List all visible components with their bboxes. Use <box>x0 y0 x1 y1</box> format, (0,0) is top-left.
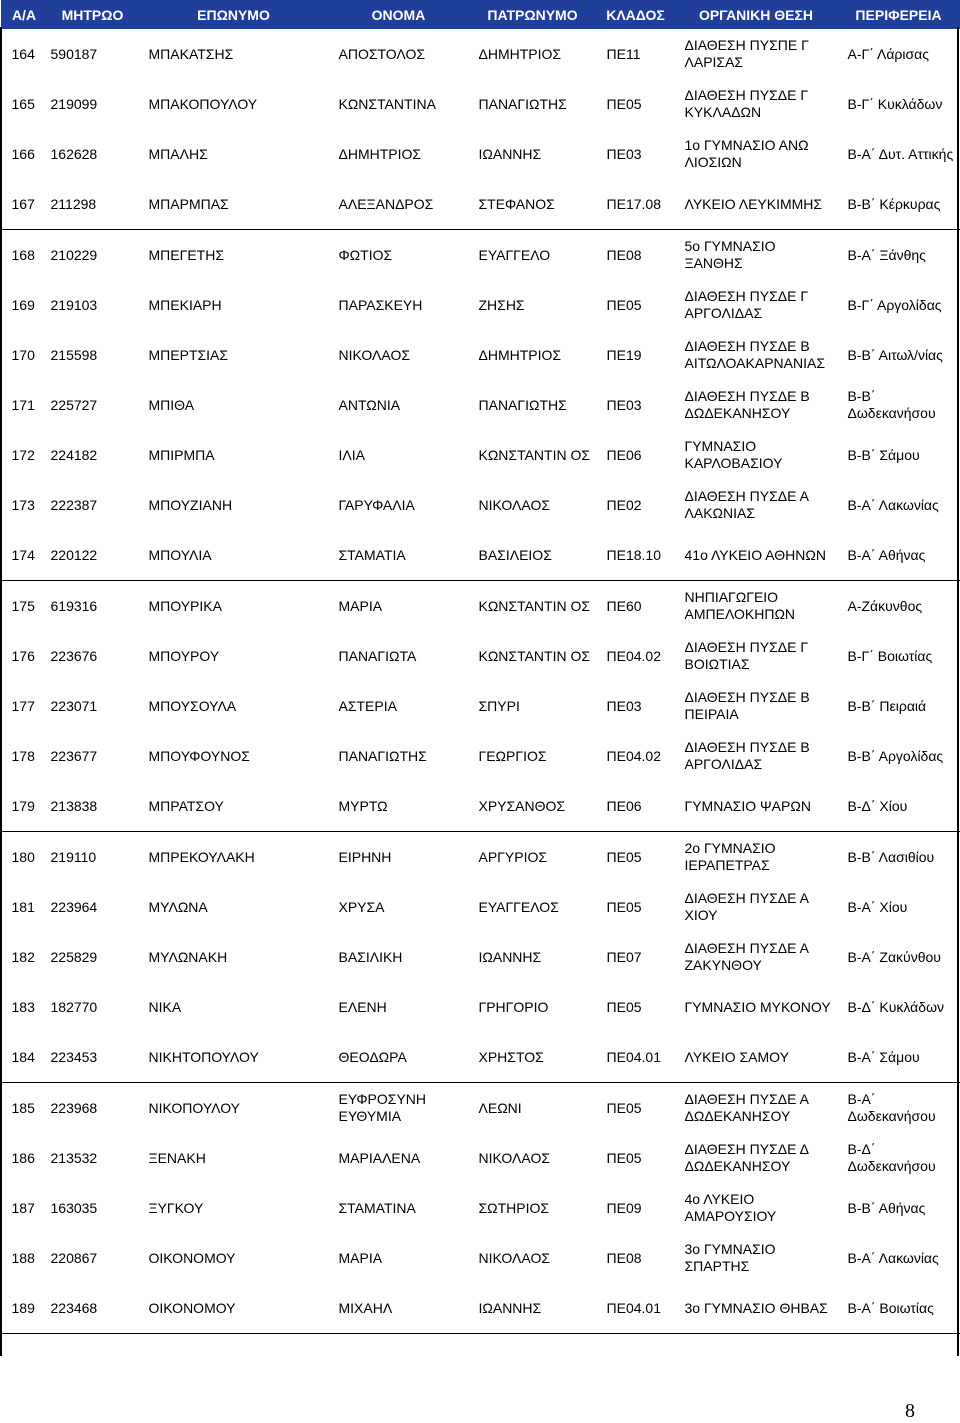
cell-name: ΜΑΡΙΑΛΕΝΑ <box>338 1149 421 1166</box>
cell-registry: 215598 <box>50 346 98 363</box>
cell-father-name: ΕΥΑΓΓΕΛΟ <box>478 246 551 263</box>
cell-name: ΚΩΝΣΤΑΝΤΙΝΑ <box>338 95 436 112</box>
table-row <box>2 1183 960 1233</box>
cell-name: ΔΗΜΗΤΡΙΟΣ <box>338 145 422 162</box>
cell-registry: 225829 <box>50 948 98 965</box>
cell-registry: 220122 <box>47 530 139 581</box>
cell-region: Β-Β΄ Δωδεκανήσου <box>847 388 936 421</box>
cell-specialty: ΠΕ04.02 <box>606 647 661 664</box>
cell-surname: ΞΕΝΑΚΗ <box>148 1149 206 1166</box>
cell-organic-position: ΓΥΜΝΑΣΙΟ ΚΑΡΛΟΒΑΣΙΟΥ <box>684 438 783 471</box>
cell-region: Β-Γ΄ Βοιωτίας <box>847 647 933 664</box>
cell-name: ΜΑΡΙΑ <box>338 597 383 614</box>
cell-region: Β-Δ΄ Κυκλάδων <box>847 998 945 1015</box>
assignments-table <box>1 0 960 1334</box>
cell-father-name: ΙΩΑΝΝΗΣ <box>469 1283 597 1334</box>
cell-name: ΧΡΥΣΑ <box>338 898 385 915</box>
cell-father-name: ΙΩΑΝΝΗΣ <box>478 948 542 965</box>
cell-organic-position: ΔΙΑΘΕΣΗ ΠΥΣΔΕ Β ΑΡΓΟΛΙΔΑΣ <box>684 739 810 772</box>
cell-organic-position: 5ο ΓΥΜΝΑΣΙΟ ΞΑΝΘΗΣ <box>684 238 776 271</box>
cell-aa: 176 <box>11 647 35 664</box>
cell-father-name: ΠΑΝΑΓΙΩΤΗΣ <box>478 95 567 112</box>
cell-region: Β-Α΄ Ζακύνθου <box>847 948 941 965</box>
cell-name: ΠΑΝΑΓΙΩΤΑ <box>338 647 417 664</box>
cell-father-name: ΓΡΗΓΟΡΙΟ <box>478 998 549 1015</box>
cell-specialty: ΠΕ04.01 <box>597 1032 675 1083</box>
cell-registry: 211298 <box>47 179 139 230</box>
cell-name: ΑΛΕΞΑΝΔΡΟΣ <box>329 179 469 230</box>
cell-aa: 164 <box>11 45 35 62</box>
cell-specialty: ΠΕ06 <box>597 781 675 832</box>
cell-name: ΝΙΚΟΛΑΟΣ <box>338 346 410 363</box>
cell-surname: ΜΠΡΕΚΟΥΛΑΚΗ <box>148 848 255 865</box>
cell-region: Β-Β΄ Κέρκυρας <box>838 179 960 230</box>
cell-surname: ΜΠΑΚΟΠΟΥΛΟΥ <box>148 95 258 112</box>
cell-aa: 180 <box>11 848 35 865</box>
cell-name: ΑΣΤΕΡΙΑ <box>338 697 397 714</box>
table-row <box>2 380 960 430</box>
cell-surname: ΜΠΙΘΑ <box>148 396 195 413</box>
cell-aa: 166 <box>11 145 35 162</box>
cell-name: ΘΕΟΔΩΡΑ <box>329 1032 469 1083</box>
cell-name: ΙΛΙΑ <box>338 446 365 463</box>
cell-specialty: ΠΕ05 <box>606 898 642 915</box>
cell-name: ΣΤΑΜΑΤΙΑ <box>329 530 469 581</box>
cell-specialty: ΠΕ17.08 <box>597 179 675 230</box>
cell-organic-position: ΔΙΑΘΕΣΗ ΠΥΣΔΕ Β ΠΕΙΡΑΙΑ <box>684 689 810 722</box>
table-row <box>2 781 960 832</box>
cell-surname: ΜΠΕΚΙΑΡΗ <box>148 296 222 313</box>
table-row <box>2 129 960 179</box>
cell-registry: 223676 <box>50 647 98 664</box>
cell-aa: 184 <box>2 1032 47 1083</box>
cell-surname: ΜΠΕΡΤΣΙΑΣ <box>148 346 229 363</box>
cell-region: Β-Α΄ Λακωνίας <box>847 496 939 513</box>
cell-region: Β-Δ΄ Δωδεκανήσου <box>847 1141 936 1174</box>
cell-region: Β-Α΄ Χίου <box>847 898 908 915</box>
cell-name: ΕΛΕΝΗ <box>338 998 387 1015</box>
cell-aa: 186 <box>11 1149 35 1166</box>
cell-specialty: ΠΕ05 <box>606 848 642 865</box>
cell-region: Β-Β΄ Πειραιά <box>847 697 927 714</box>
cell-name: ΒΑΣΙΛΙΚΗ <box>338 948 403 965</box>
cell-surname: ΜΥΛΩΝΑΚΗ <box>148 948 228 965</box>
cell-organic-position: ΔΙΑΘΕΣΗ ΠΥΣΔΕ Α ΔΩΔΕΚΑΝΗΣΟΥ <box>684 1091 809 1124</box>
cell-organic-position: 1ο ΓΥΜΝΑΣΙΟ ΑΝΩ ΛΙΟΣΙΩΝ <box>684 137 809 170</box>
cell-surname: ΜΠΟΥΖΙΑΝΗ <box>148 496 233 513</box>
cell-organic-position: ΔΙΑΘΕΣΗ ΠΥΣΔΕ Γ ΚΥΚΛΑΔΩΝ <box>684 87 809 120</box>
cell-region: Β-Α΄ Ξάνθης <box>847 246 926 263</box>
cell-specialty: ΠΕ05 <box>606 1149 642 1166</box>
table-row <box>2 882 960 932</box>
table-row <box>2 280 960 330</box>
cell-father-name: ΛΕΩΝΙ <box>478 1099 522 1116</box>
cell-surname: ΜΠΡΑΤΣΟΥ <box>139 781 329 832</box>
left-border-line <box>0 27 2 1356</box>
cell-aa: 171 <box>11 396 35 413</box>
cell-region: Β-Β΄ Λασιθίου <box>847 848 935 865</box>
table-row <box>2 681 960 731</box>
table-row <box>2 1083 960 1134</box>
table-row <box>2 832 960 883</box>
cell-specialty: ΠΕ07 <box>606 948 642 965</box>
cell-aa: 189 <box>2 1283 47 1334</box>
table-row <box>2 230 960 281</box>
table-row <box>2 530 960 581</box>
cell-aa: 168 <box>11 246 35 263</box>
cell-specialty: ΠΕ04.01 <box>597 1283 675 1334</box>
cell-region: Β-Α΄ Σάμου <box>838 1032 960 1083</box>
cell-surname: ΜΠΕΓΕΤΗΣ <box>148 246 224 263</box>
cell-specialty: ΠΕ05 <box>606 998 642 1015</box>
header-specialty: ΚΛΑΔΟΣ <box>597 1 675 29</box>
cell-surname: ΝΙΚΗΤΟΠΟΥΛΟΥ <box>139 1032 329 1083</box>
cell-aa: 182 <box>11 948 35 965</box>
cell-surname: ΞΥΓΚΟΥ <box>148 1199 204 1216</box>
cell-name: ΣΤΑΜΑΤΙΝΑ <box>338 1199 416 1216</box>
cell-specialty: ΠΕ02 <box>606 496 642 513</box>
table-row <box>2 29 960 80</box>
cell-registry: 163035 <box>50 1199 98 1216</box>
right-border-line <box>957 27 959 1356</box>
cell-aa: 165 <box>11 95 35 112</box>
cell-organic-position: 3ο ΓΥΜΝΑΣΙΟ ΣΠΑΡΤΗΣ <box>684 1241 776 1274</box>
cell-specialty: ΠΕ03 <box>606 697 642 714</box>
cell-name: ΠΑΡΑΣΚΕΥΗ <box>338 296 423 313</box>
table-row <box>2 1233 960 1283</box>
table-row <box>2 631 960 681</box>
cell-name: ΕΙΡΗΝΗ <box>338 848 392 865</box>
header-organic-position: ΟΡΓΑΝΙΚΗ ΘΕΣΗ <box>675 1 838 29</box>
cell-aa: 170 <box>11 346 35 363</box>
cell-surname: ΜΠΟΥΡΟΥ <box>148 647 220 664</box>
table-header-row <box>2 1 960 29</box>
cell-surname: ΜΥΛΩΝΑ <box>148 898 208 915</box>
cell-specialty: ΠΕ03 <box>606 396 642 413</box>
cell-organic-position: ΔΙΑΘΕΣΗ ΠΥΣΔΕ Β ΑΙΤΩΛΟΑΚΑΡΝΑΝΙΑΣ <box>684 338 825 371</box>
cell-registry: 223964 <box>50 898 98 915</box>
cell-registry: 619316 <box>50 597 98 614</box>
cell-region: Α-Ζάκυνθος <box>847 597 923 614</box>
cell-father-name: ΧΡΥΣΑΝΘΟΣ <box>469 781 597 832</box>
cell-specialty: ΠΕ19 <box>606 346 642 363</box>
table-row <box>2 430 960 480</box>
cell-surname: ΜΠΟΥΣΟΥΛΑ <box>148 697 237 714</box>
cell-organic-position: ΔΙΑΘΕΣΗ ΠΥΣΔΕ Δ ΔΩΔΕΚΑΝΗΣΟΥ <box>684 1141 809 1174</box>
cell-specialty: ΠΕ05 <box>606 296 642 313</box>
cell-surname: ΜΠΟΥΦΟΥΝΟΣ <box>148 747 250 764</box>
table-row <box>2 1032 960 1083</box>
cell-region: Β-Δ΄ Χίου <box>838 781 960 832</box>
cell-specialty: ΠΕ05 <box>606 95 642 112</box>
cell-region: Β-Α΄ Αθήνας <box>838 530 960 581</box>
cell-surname: ΟΙΚΟΝΟΜΟΥ <box>139 1283 329 1334</box>
cell-father-name: ΣΩΤΗΡΙΟΣ <box>478 1199 550 1216</box>
cell-registry: 220867 <box>50 1249 98 1266</box>
cell-surname: ΜΠΟΥΡΙΚΑ <box>148 597 222 614</box>
table-row <box>2 179 960 230</box>
table-row <box>2 79 960 129</box>
cell-registry: 223453 <box>47 1032 139 1083</box>
cell-organic-position: ΛΥΚΕΙΟ ΣΑΜΟΥ <box>675 1032 838 1083</box>
table-row <box>2 932 960 982</box>
cell-organic-position: 2ο ΓΥΜΝΑΣΙΟ ΙΕΡΑΠΕΤΡΑΣ <box>684 840 776 873</box>
cell-father-name: ΒΑΣΙΛΕΙΟΣ <box>469 530 597 581</box>
cell-registry: 225727 <box>50 396 98 413</box>
cell-organic-position: ΔΙΑΘΕΣΗ ΠΥΣΔΕ Α ΖΑΚΥΝΘΟΥ <box>684 940 809 973</box>
cell-registry: 219099 <box>50 95 98 112</box>
cell-registry: 213838 <box>47 781 139 832</box>
cell-registry: 210229 <box>50 246 98 263</box>
cell-region: Β-Α΄ Δυτ. Αττικής <box>847 145 954 162</box>
cell-region: Β-Β΄ Αιτωλ/νίας <box>847 346 943 363</box>
cell-father-name: ΔΗΜΗΤΡΙΟΣ <box>478 346 562 363</box>
cell-specialty: ΠΕ09 <box>606 1199 642 1216</box>
cell-father-name: ΣΠΥΡΙ <box>478 697 520 714</box>
cell-name: ΠΑΝΑΓΙΩΤΗΣ <box>338 747 427 764</box>
cell-organic-position: 3ο ΓΥΜΝΑΣΙΟ ΘΗΒΑΣ <box>675 1283 838 1334</box>
cell-registry: 224182 <box>50 446 98 463</box>
cell-father-name: ΑΡΓΥΡΙΟΣ <box>478 848 547 865</box>
cell-name: ΑΠΟΣΤΟΛΟΣ <box>338 45 426 62</box>
cell-father-name: ΝΙΚΟΛΑΟΣ <box>478 496 550 513</box>
cell-region: Β-Β΄ Αθήνας <box>847 1199 926 1216</box>
table-row <box>2 330 960 380</box>
cell-father-name: ΚΩΝΣΤΑΝΤΙΝ ΟΣ <box>478 597 591 614</box>
cell-aa: 188 <box>11 1249 35 1266</box>
cell-organic-position: ΛΥΚΕΙΟ ΛΕΥΚΙΜΜΗΣ <box>675 179 838 230</box>
cell-organic-position: ΔΙΑΘΕΣΗ ΠΥΣΔΕ Α ΧΙΟΥ <box>684 890 809 923</box>
cell-name: ΓΑΡΥΦΑΛΙΑ <box>338 496 415 513</box>
cell-aa: 187 <box>11 1199 35 1216</box>
cell-specialty: ΠΕ08 <box>606 1249 642 1266</box>
cell-registry: 219103 <box>50 296 98 313</box>
header-surname: ΕΠΩΝΥΜΟ <box>139 1 329 29</box>
cell-registry: 213532 <box>50 1149 98 1166</box>
cell-region: Α-Γ΄ Λάρισας <box>847 45 929 62</box>
cell-aa: 169 <box>11 296 35 313</box>
cell-surname: ΝΙΚΑ <box>148 998 182 1015</box>
table-row <box>2 480 960 530</box>
cell-aa: 185 <box>11 1099 35 1116</box>
table-row <box>2 581 960 632</box>
cell-region: Β-Γ΄ Κυκλάδων <box>847 95 943 112</box>
cell-aa: 172 <box>11 446 35 463</box>
cell-registry: 222387 <box>50 496 98 513</box>
cell-organic-position: ΓΥΜΝΑΣΙΟ ΜΥΚΟΝΟΥ <box>684 998 831 1015</box>
header-region: ΠΕΡΙΦΕΡΕΙΑ <box>838 1 960 29</box>
header-aa: Α/Α <box>2 1 47 29</box>
cell-registry: 223071 <box>50 697 98 714</box>
table-row <box>2 982 960 1032</box>
cell-specialty: ΠΕ03 <box>606 145 642 162</box>
cell-region: Β-Β΄ Σάμου <box>847 446 920 463</box>
cell-region: Β-Α΄ Δωδεκανήσου <box>847 1091 936 1124</box>
cell-surname: ΜΠΑΛΗΣ <box>148 145 208 162</box>
cell-aa: 173 <box>11 496 35 513</box>
cell-father-name: ΚΩΝΣΤΑΝΤΙΝ ΟΣ <box>478 647 591 664</box>
cell-father-name: ΙΩΑΝΝΗΣ <box>478 145 542 162</box>
cell-organic-position: 41ο ΛΥΚΕΙΟ ΑΘΗΝΩΝ <box>675 530 838 581</box>
cell-registry: 162628 <box>50 145 98 162</box>
cell-father-name: ΣΤΕΦΑΝΟΣ <box>469 179 597 230</box>
cell-father-name: ΧΡΗΣΤΟΣ <box>469 1032 597 1083</box>
cell-aa: 174 <box>2 530 47 581</box>
cell-registry: 219110 <box>50 848 97 865</box>
cell-father-name: ΝΙΚΟΛΑΟΣ <box>478 1249 550 1266</box>
cell-surname: ΜΠΙΡΜΠΑ <box>148 446 215 463</box>
cell-specialty: ΠΕ11 <box>606 45 641 62</box>
cell-organic-position: ΔΙΑΘΕΣΗ ΠΥΣΠΕ Γ ΛΑΡΙΣΑΣ <box>684 37 809 70</box>
cell-name: ΜΑΡΙΑ <box>338 1249 383 1266</box>
cell-registry: 590187 <box>50 45 98 62</box>
cell-name: ΕΥΦΡΟΣΥΝΗ ΕΥΘΥΜΙΑ <box>338 1091 426 1124</box>
cell-father-name: ΚΩΝΣΤΑΝΤΙΝ ΟΣ <box>478 446 591 463</box>
cell-organic-position: ΓΥΜΝΑΣΙΟ ΨΑΡΩΝ <box>675 781 838 832</box>
cell-name: ΜΥΡΤΩ <box>329 781 469 832</box>
table-row <box>2 1283 960 1334</box>
cell-father-name: ΓΕΩΡΓΙΟΣ <box>478 747 547 764</box>
cell-father-name: ΔΗΜΗΤΡΙΟΣ <box>478 45 562 62</box>
cell-organic-position: ΝΗΠΙΑΓΩΓΕΙΟ ΑΜΠΕΛΟΚΗΠΩΝ <box>684 589 796 622</box>
cell-name: ΑΝΤΩΝΙΑ <box>338 396 401 413</box>
cell-specialty: ΠΕ08 <box>606 246 642 263</box>
cell-organic-position: ΔΙΑΘΕΣΗ ΠΥΣΔΕ Γ ΒΟΙΩΤΙΑΣ <box>684 639 809 672</box>
cell-father-name: ΠΑΝΑΓΙΩΤΗΣ <box>478 396 567 413</box>
cell-aa: 167 <box>2 179 47 230</box>
cell-organic-position: ΔΙΑΘΕΣΗ ΠΥΣΔΕ Α ΛΑΚΩΝΙΑΣ <box>684 488 809 521</box>
cell-specialty: ΠΕ18.10 <box>597 530 675 581</box>
table-row <box>2 731 960 781</box>
cell-region: Β-Β΄ Αργολίδας <box>847 747 944 764</box>
cell-specialty: ΠΕ06 <box>606 446 642 463</box>
cell-organic-position: ΔΙΑΘΕΣΗ ΠΥΣΔΕ Β ΔΩΔΕΚΑΝΗΣΟΥ <box>684 388 810 421</box>
cell-registry: 223968 <box>50 1099 98 1116</box>
cell-surname: ΜΠΑΚΑΤΣΗΣ <box>148 45 234 62</box>
header-name: ΟΝΟΜΑ <box>329 1 469 29</box>
cell-registry: 182770 <box>50 998 98 1015</box>
cell-father-name: ΝΙΚΟΛΑΟΣ <box>478 1149 550 1166</box>
cell-specialty: ΠΕ04.02 <box>606 747 661 764</box>
header-registry: ΜΗΤΡΩΟ <box>47 1 139 29</box>
cell-aa: 181 <box>11 898 35 915</box>
cell-region: Β-Γ΄ Αργολίδας <box>847 296 942 313</box>
cell-organic-position: 4ο ΛΥΚΕΙΟ ΑΜΑΡΟΥΣΙΟΥ <box>684 1191 777 1224</box>
cell-region: Β-Α΄ Λακωνίας <box>847 1249 939 1266</box>
cell-father-name: ΕΥΑΓΓΕΛΟΣ <box>478 898 559 915</box>
cell-surname: ΝΙΚΟΠΟΥΛΟΥ <box>148 1099 240 1116</box>
cell-aa: 177 <box>11 697 35 714</box>
cell-aa: 183 <box>11 998 35 1015</box>
cell-name: ΜΙΧΑΗΛ <box>329 1283 469 1334</box>
cell-specialty: ΠΕ05 <box>606 1099 642 1116</box>
cell-surname: ΜΠΑΡΜΠΑΣ <box>139 179 329 230</box>
cell-surname: ΟΙΚΟΝΟΜΟΥ <box>148 1249 236 1266</box>
page-number: 8 <box>905 1400 915 1422</box>
table-row <box>2 1133 960 1183</box>
cell-specialty: ΠΕ60 <box>606 597 642 614</box>
cell-name: ΦΩΤΙΟΣ <box>338 246 393 263</box>
cell-surname: ΜΠΟΥΛΙΑ <box>139 530 329 581</box>
header-father-name: ΠΑΤΡΩΝΥΜΟ <box>469 1 597 29</box>
cell-region: Β-Α΄ Βοιωτίας <box>838 1283 960 1334</box>
cell-registry: 223468 <box>47 1283 139 1334</box>
cell-aa: 175 <box>11 597 35 614</box>
cell-aa: 178 <box>11 747 35 764</box>
cell-aa: 179 <box>2 781 47 832</box>
cell-organic-position: ΔΙΑΘΕΣΗ ΠΥΣΔΕ Γ ΑΡΓΟΛΙΔΑΣ <box>684 288 809 321</box>
cell-father-name: ΖΗΣΗΣ <box>478 296 525 313</box>
cell-registry: 223677 <box>50 747 98 764</box>
